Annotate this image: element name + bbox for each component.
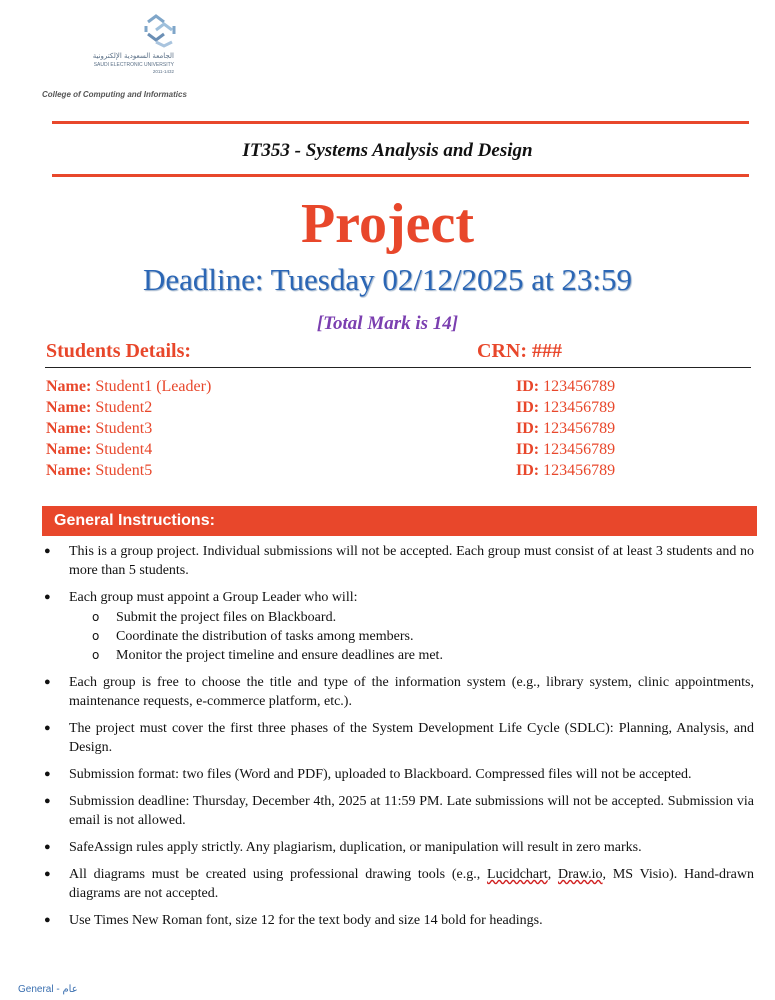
instruction-item	[42, 588, 754, 665]
student-name: Student5	[95, 462, 153, 479]
name-label: Name:	[46, 399, 92, 416]
instruction-item: ● The project must cover the first three phases of the System Development Life Cycle (SDLC): Planning, Analysis, and Design.	[42, 719, 754, 757]
instruction-item	[42, 865, 754, 903]
instruction-item: ● Submission format: two files (Word and PDF), uploaded to Blackboard. Compressed files will not be accepted.	[42, 765, 754, 784]
bottom-rule	[52, 174, 749, 177]
id-label: ID:	[516, 378, 540, 395]
total-mark: [Total Mark is 14]	[316, 313, 459, 334]
students-list	[46, 378, 746, 483]
name-label: Name:	[46, 378, 92, 395]
name-label: Name:	[46, 462, 92, 479]
instruction-item: ● This is a group project. Individual submissions will not be accepted. Each group must consist of at least 3 students and no more than 5 students.	[42, 542, 754, 580]
university-name-arabic: الجامعة السعودية الإلكترونية	[92, 52, 174, 60]
student-row	[46, 378, 746, 399]
instruction-item: ● Submission deadline: Thursday, December 4th, 2025 at 11:59 PM. Late submissions will not be accepted. Submission via email is not allowed.	[42, 792, 754, 830]
student-id: 123456789	[543, 462, 616, 479]
student-row	[46, 420, 746, 441]
name-label: Name:	[46, 441, 92, 458]
student-name: Student3	[95, 420, 153, 437]
student-id: 123456789	[543, 399, 616, 416]
university-logo-icon	[142, 12, 178, 48]
instruction-separator: ,	[547, 867, 558, 882]
student-row	[46, 462, 746, 483]
spellcheck-word: Draw.io	[557, 867, 603, 882]
leader-duty: o Coordinate the distribution of tasks among members.	[69, 627, 754, 646]
classification-footer: General - عام	[18, 984, 78, 995]
id-label: ID:	[516, 399, 540, 416]
student-row	[46, 441, 746, 462]
id-label: ID:	[516, 462, 540, 479]
instruction-text: All diagrams must be created using professional drawing tools (e.g.,	[69, 867, 488, 882]
leader-duty: o Monitor the project timeline and ensure deadlines are met.	[69, 646, 754, 665]
course-title: IT353 - Systems Analysis and Design	[242, 140, 533, 161]
spellcheck-word: Lucidchart	[487, 867, 548, 882]
student-id: 123456789	[543, 441, 616, 458]
instructions-header-bar	[42, 506, 757, 536]
leader-duties-list	[69, 608, 754, 665]
id-label: ID:	[516, 441, 540, 458]
student-name: Student1 (Leader)	[95, 378, 212, 395]
university-years: 2011-1432	[152, 69, 174, 74]
instruction-item: ● Each group is free to choose the title and type of the information system (e.g., library system, clinic appointments, maintenance requests, e-commerce platform, etc.).	[42, 673, 754, 711]
instructions-list	[42, 542, 754, 938]
instruction-item: ● Use Times New Roman font, size 12 for the text body and size 14 bold for headings.	[42, 911, 754, 930]
id-label: ID:	[516, 420, 540, 437]
students-details-header: Students Details:	[46, 340, 192, 362]
document-title: Project	[300, 193, 475, 255]
student-id: 123456789	[543, 420, 616, 437]
crn: CRN: ###	[477, 340, 562, 362]
name-label: Name:	[46, 420, 92, 437]
university-logo	[62, 12, 192, 82]
student-id: 123456789	[543, 378, 616, 395]
students-divider	[45, 367, 751, 368]
student-row	[46, 399, 746, 420]
top-rule	[52, 121, 749, 124]
college-name: College of Computing and Informatics	[42, 90, 187, 99]
instruction-text: Each group must appoint a Group Leader who will:	[69, 590, 358, 605]
instruction-item: ● SafeAssign rules apply strictly. Any plagiarism, duplication, or manipulation will result in zero marks.	[42, 838, 754, 857]
leader-duty: o Submit the project files on Blackboard.	[69, 608, 754, 627]
student-name: Student2	[95, 399, 153, 416]
instructions-header: General Instructions:	[54, 512, 215, 529]
instruction-text: , MS Visio). Hand-drawn diagrams are not accepted.	[69, 867, 754, 901]
deadline: Deadline: Tuesday 02/12/2025 at 23:59	[142, 262, 633, 297]
student-name: Student4	[95, 441, 153, 458]
university-name-english: SAUDI ELECTRONIC UNIVERSITY	[93, 62, 174, 68]
